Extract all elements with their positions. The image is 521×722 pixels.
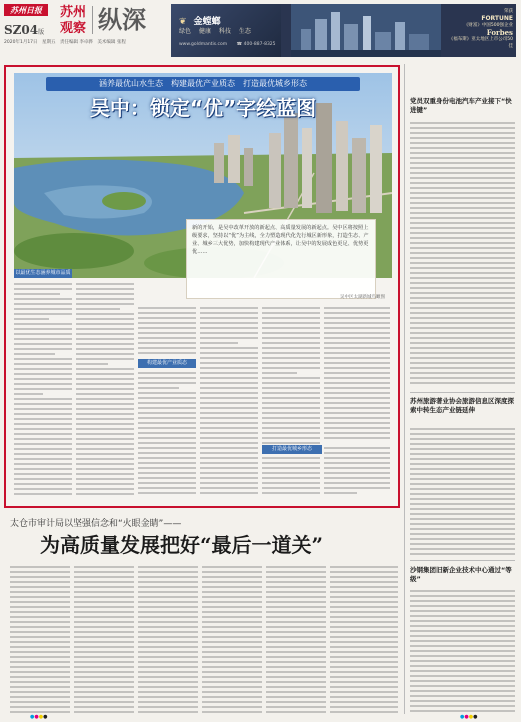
sidebar-headline: 党员双重身份电池汽车产业接下“快进键” (410, 97, 512, 114)
registration-marks: ●●●● (460, 714, 478, 720)
article-column (76, 283, 134, 498)
page-suffix: 版 (38, 29, 45, 36)
ad-phone: 400-887-8325 (243, 42, 276, 47)
editor-line: 责任编辑 李卓骅 美术编辑 张程 (60, 40, 126, 45)
sidebar-column (410, 428, 515, 558)
photo-caption: 吴中区太湖新城鸟瞰图 (340, 295, 385, 300)
registration-marks: ●●●● (30, 714, 48, 720)
article-column (202, 566, 262, 714)
subhead-bar: 打造最优城乡形态 (262, 445, 322, 454)
sidebar-headline: 苏州旅游著业协会旅游信息区深度探索中转生态产业链延伸 (410, 397, 514, 414)
lead-headline: 吴中：锁定“优”字绘蓝图 (89, 96, 317, 120)
mantis-icon: ❦ (179, 17, 187, 27)
ad-right-line: 荣获 (504, 9, 513, 14)
brand-bottom: 观察 (60, 21, 87, 36)
section-title: 纵深 (98, 6, 146, 34)
article-column (138, 372, 196, 498)
lead-kicker: 涵养最优山水生态 构建最优产业质态 打造最优城乡形态 (46, 77, 360, 91)
article-column (14, 283, 72, 498)
brand-top: 苏州 (60, 5, 87, 20)
subhead-bar: 构建最优产业质态 (138, 359, 196, 368)
lead-intro-box (186, 219, 376, 299)
newspaper-logo: 苏州日报 (4, 4, 48, 16)
date-line: 2020年1月17日 星期五 (4, 40, 56, 45)
second-headline: 为高质量发展把好“最后一道关” (40, 533, 324, 557)
sidebar-column (410, 590, 515, 714)
ad-right-line: FORTUNE (481, 15, 513, 22)
ad-slogan: 绿色 (179, 28, 192, 35)
page-code: SZ04 (4, 23, 39, 37)
ad-slogan: 健康 (198, 28, 211, 35)
phone-icon: ☎ (236, 42, 243, 47)
ad-right-line: 《财富》中国500强企业 (463, 23, 513, 28)
ad-skyline-image (291, 4, 441, 57)
sidebar-headline: 沙钢集团旧新企业技术中心通过“等级” (410, 566, 512, 583)
lead-article-frame (4, 65, 400, 508)
ad-right-line: Forbes (486, 28, 513, 37)
ad-website: www.goldmantis.com (179, 42, 228, 47)
subhead-bar: 以最优生态涵养城市品质 (15, 270, 71, 276)
top-advertisement (171, 4, 516, 57)
ad-slogan: 生态 (238, 28, 251, 35)
ad-brand: 金螳螂 (193, 17, 221, 27)
article-column (10, 566, 70, 714)
article-column (200, 307, 258, 498)
article-column (324, 307, 390, 442)
article-column (138, 307, 196, 355)
article-column (324, 447, 390, 498)
article-column (330, 566, 398, 714)
article-column (74, 566, 134, 714)
ad-right-line: 《福布斯》亚太地区上市公司50佳 (448, 37, 513, 49)
second-kicker: 太仓市审计局以坚强信念和“火眼金睛”—— (10, 519, 182, 529)
article-column (266, 566, 326, 714)
lead-intro: 新的开始，是吴中改革开放的新起点、高质量发展的新起点。吴中区将按照上级要求，坚持以“优”为主线，全力塑造现代化先行城区新形象，打造生态、产业、城乡三大优势，加快构建现代产业体系，让吴中的发展成色更足、优势更优…… (192, 225, 369, 255)
sidebar-column (410, 122, 515, 390)
masthead (4, 4, 169, 54)
ad-slogan: 科技 (218, 28, 231, 35)
article-column (138, 566, 198, 714)
article-column (262, 307, 320, 498)
